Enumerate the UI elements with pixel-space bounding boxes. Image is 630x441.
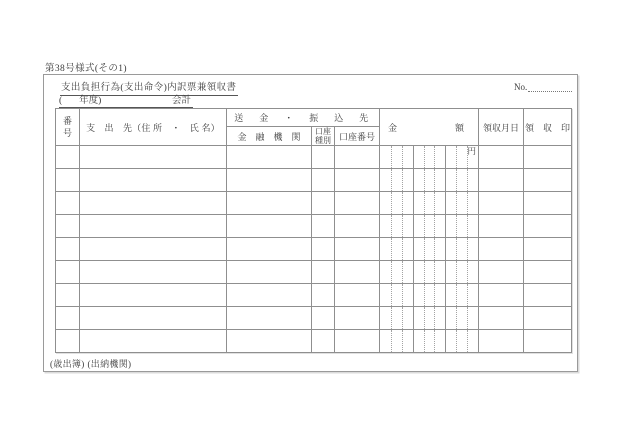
cell-account-number <box>335 192 380 215</box>
cell-number <box>56 330 80 353</box>
cell-bank <box>227 284 312 307</box>
ledger-note: (歳出簿) <box>50 359 85 369</box>
cell-receipt-date <box>479 169 524 192</box>
cell-account-number <box>335 146 380 169</box>
cell-receipt-date <box>479 215 524 238</box>
table-row <box>56 284 572 307</box>
cell-account-type <box>312 169 335 192</box>
table-header <box>56 109 572 146</box>
cell-payee <box>80 307 227 330</box>
cell-number <box>56 307 80 330</box>
cell-amount <box>380 192 479 215</box>
col-header-number: 番号 <box>56 109 80 146</box>
cell-account-type <box>312 215 335 238</box>
cell-amount <box>380 146 479 169</box>
cell-account-number <box>335 215 380 238</box>
cell-payee <box>80 238 227 261</box>
cell-bank <box>227 192 312 215</box>
amount-digit-grid <box>380 307 478 329</box>
fiscal-year-open-paren: ( <box>59 96 63 106</box>
cell-account-type <box>312 146 335 169</box>
cell-account-type <box>312 192 335 215</box>
cell-receipt-seal <box>524 215 572 238</box>
expenditure-table <box>55 108 572 353</box>
cell-receipt-seal <box>524 261 572 284</box>
cell-receipt-seal <box>524 192 572 215</box>
table-body <box>56 146 572 353</box>
table-row <box>56 330 572 353</box>
agency-note: (出納機関) <box>87 359 132 369</box>
cell-receipt-seal <box>524 307 572 330</box>
cell-account-type <box>312 307 335 330</box>
cell-payee <box>80 261 227 284</box>
no-label: No. <box>514 82 528 92</box>
cell-account-number <box>335 307 380 330</box>
cell-payee <box>80 330 227 353</box>
amount-label-left: 金 <box>388 122 398 133</box>
document-title: 支出負担行為(支出命令)内訳票兼領収書 <box>60 79 238 96</box>
amount-digit-grid <box>380 192 478 214</box>
fiscal-year-label: 年度) <box>79 96 102 106</box>
cell-receipt-date <box>479 146 524 169</box>
col-header-account-number: 口座番号 <box>335 127 380 146</box>
cell-amount <box>380 261 479 284</box>
cell-account-number <box>335 284 380 307</box>
cell-number <box>56 169 80 192</box>
amount-digit-grid <box>380 261 478 283</box>
amount-digit-grid <box>380 330 478 352</box>
cell-account-number <box>335 238 380 261</box>
cell-payee <box>80 284 227 307</box>
form-style-number: 第38号様式(その1) <box>45 64 127 74</box>
form-box <box>43 74 578 372</box>
col-header-amount <box>380 109 479 146</box>
no-dotted-leader <box>528 83 572 92</box>
table-row <box>56 215 572 238</box>
cell-receipt-seal <box>524 330 572 353</box>
cell-amount <box>380 238 479 261</box>
cell-receipt-seal <box>524 146 572 169</box>
table-row <box>56 238 572 261</box>
cell-number <box>56 146 80 169</box>
cell-receipt-seal <box>524 284 572 307</box>
document-number-field <box>514 82 572 92</box>
cell-number <box>56 238 80 261</box>
cell-amount <box>380 169 479 192</box>
col-header-account-type: 口座種別 <box>312 127 335 146</box>
footer-note <box>50 357 131 370</box>
col-header-receipt-seal: 領 収 印 <box>524 109 572 146</box>
cell-receipt-seal <box>524 169 572 192</box>
account-label: 会計 <box>171 96 191 106</box>
cell-bank <box>227 146 312 169</box>
cell-account-number <box>335 330 380 353</box>
amount-digit-grid <box>380 169 478 191</box>
cell-account-type <box>312 238 335 261</box>
fiscal-year-line <box>59 94 193 108</box>
yen-mark: 円 <box>467 146 476 157</box>
col-header-transfer-group: 送 金 ・ 振 込 先 <box>227 109 380 127</box>
cell-amount <box>380 215 479 238</box>
table-row <box>56 261 572 284</box>
cell-payee <box>80 169 227 192</box>
amount-digit-grid <box>380 238 478 260</box>
cell-amount <box>380 330 479 353</box>
cell-number <box>56 284 80 307</box>
cell-account-type <box>312 261 335 284</box>
cell-bank <box>227 169 312 192</box>
cell-number <box>56 192 80 215</box>
cell-number <box>56 261 80 284</box>
table-row <box>56 146 572 169</box>
table-row <box>56 169 572 192</box>
cell-bank <box>227 215 312 238</box>
cell-account-number <box>335 169 380 192</box>
cell-receipt-date <box>479 238 524 261</box>
amount-digit-grid <box>380 215 478 237</box>
col-header-bank: 金 融 機 関 <box>227 127 312 146</box>
col-header-payee: 支 出 先（住 所 ・ 氏 名） <box>80 109 227 146</box>
cell-number <box>56 215 80 238</box>
cell-bank <box>227 261 312 284</box>
col-header-receipt-date: 領収月日 <box>479 109 524 146</box>
cell-amount <box>380 284 479 307</box>
amount-digit-grid <box>380 284 478 306</box>
cell-receipt-date <box>479 284 524 307</box>
cell-receipt-date <box>479 330 524 353</box>
cell-receipt-seal <box>524 238 572 261</box>
cell-bank <box>227 330 312 353</box>
cell-payee <box>80 146 227 169</box>
table-row <box>56 192 572 215</box>
cell-account-number <box>335 261 380 284</box>
cell-bank <box>227 307 312 330</box>
amount-label-right: 額 <box>454 122 464 133</box>
cell-receipt-date <box>479 261 524 284</box>
table-row <box>56 307 572 330</box>
cell-receipt-date <box>479 307 524 330</box>
cell-bank <box>227 238 312 261</box>
cell-receipt-date <box>479 192 524 215</box>
cell-account-type <box>312 284 335 307</box>
cell-payee <box>80 192 227 215</box>
amount-digit-grid <box>380 146 478 168</box>
cell-amount <box>380 307 479 330</box>
cell-payee <box>80 215 227 238</box>
cell-account-type <box>312 330 335 353</box>
